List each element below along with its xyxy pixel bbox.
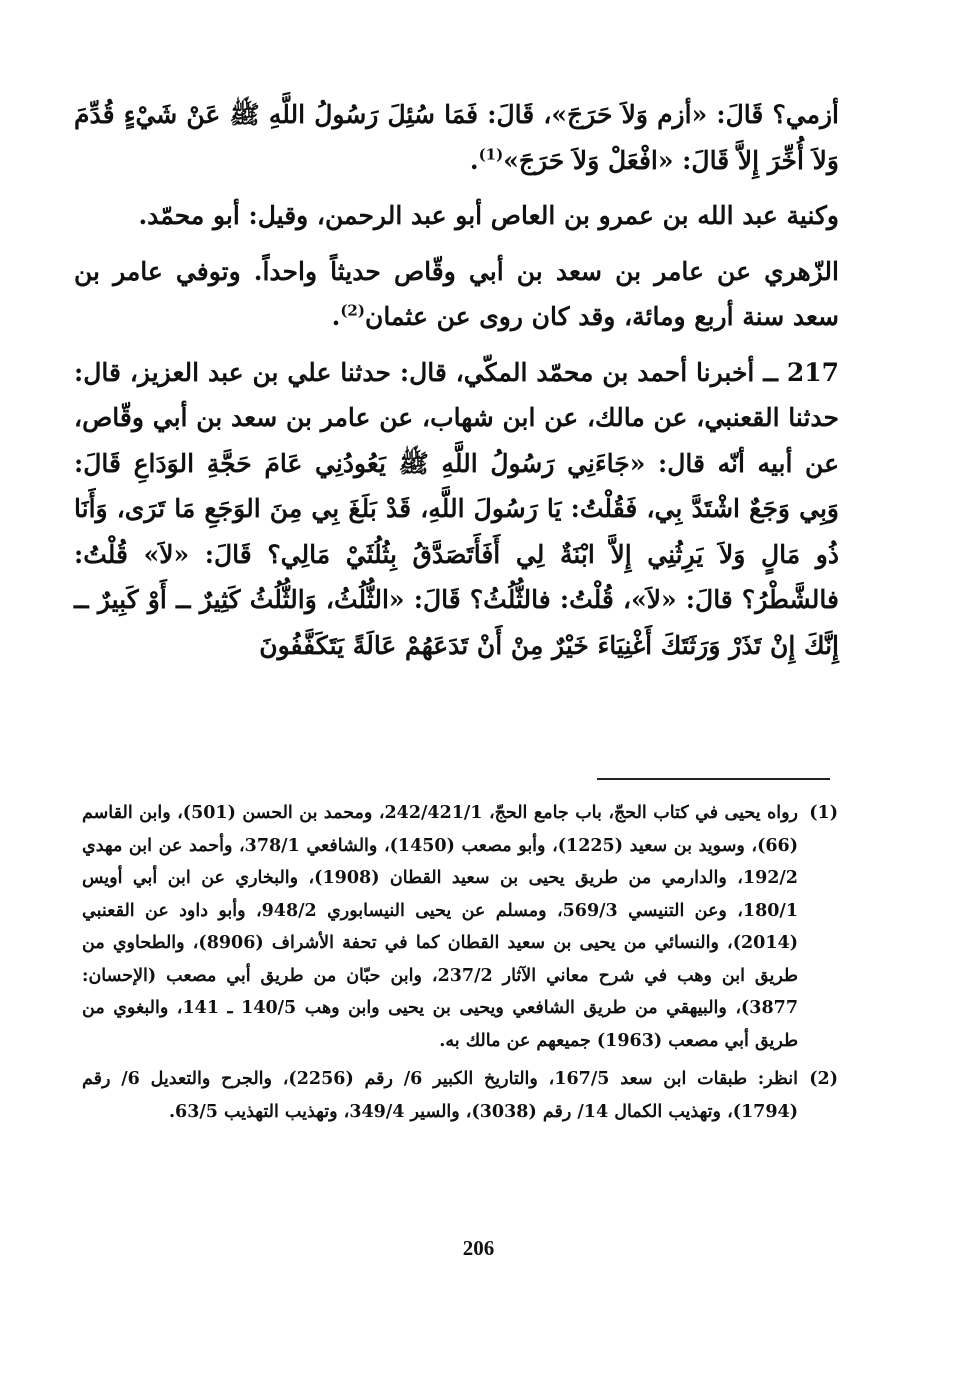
paragraph-3-end: . [331,302,341,331]
footnote-divider [597,778,830,780]
footnote-text: انظر: طبقات ابن سعد 167/5، والتاريخ الكبير 6/ رقم (2256)، والجرح والتعديل 6/ رقم (1794)، وتهذيب الكمال 14/ رقم (3038)، والسير 349/4، وتهذيب التهذيب 63/5. [82,1069,798,1122]
paragraph-2: وكنية عبد الله بن عمرو بن العاص أبو عبد الرحمن، وقيل: أبو محمّد. [138,201,839,230]
footnote-number: (2) [809,1069,838,1089]
footnote-2 [82,1063,838,1128]
hadith-217 [74,350,839,669]
footnote-text: رواه يحيى في كتاب الحجّ، باب جامع الحجّ، 242/421/1، ومحمد بن الحسن (501)، وابن القاسم (66)، وسويد بن سعيد (1225)، وأبو مصعب (1450)، والشافعي 378/1، وأحمد عن ابن مهدي 192/2، والدارمي من طريق يحيى بن سعيد القطان (1908)، والبخاري عن ابن أبي أويس 180/1، وعن التنيسي 569/3، ومسلم عن يحيى النيسابوري 948/2، وأبو داود عن القعنبي (2014)، والنسائي من يحيى بن سعيد القطان كما في تحفة الأشراف (8906)، والطحاوي من طريق ابن وهب في شرح معاني الآثار 237/2، وابن حبّان من طريق أبي مصعب (الإحسان: 3877)، والبيهقي من طريق الشافعي ويحيى بن يحيى وابن وهب 140/5 ـ 141، والبغوي من طريق أبي مصعب (1963) جميعهم عن مالك به. [82,803,799,1051]
paragraph-1-text: أزمي؟ قَالَ: «أزم وَلاَ حَرَجَ»، قَالَ: فَمَا سُئِلَ رَسُولُ اللَّهِ ﷺ عَنْ شَيْءٍ قُدِّمَ وَلاَ أُخِّرَ إِلاَّ قَالَ: «افْعَلْ وَلاَ حَرَجَ» [74,100,839,175]
page-number: 206 [462,1236,495,1260]
main-text [74,92,839,678]
hadith-text: ــ أخبرنا أحمد بن محمّد المكّي، قال: حدثنا علي بن عبد العزيز، قال: حدثنا القعنبي، عن مالك، عن ابن شهاب، عن عامر بن سعد بن أبي وقّاص، عن أبيه أنّه قال: «جَاءَنِي رَسُولُ اللَّهِ ﷺ يَعُودُنِي عَامَ حَجَّةِ الوَدَاعِ قَالَ: وَبِي وَجَعٌ اشْتَدَّ بِي، فَقُلْتُ: يَا رَسُولَ اللَّهِ، قَدْ بَلَغَ بِي مِنَ الوَجَعِ مَا تَرَى، وَأَنَا ذُو مَالٍ وَلاَ يَرِثُنِي إِلاَّ ابْنَةٌ لِي أَفَأَتَصَدَّقُ بِثُلُثَيْ مَالِي؟ قَالَ: «لاَ» قُلْتُ: فالشَّطْرُ؟ قالَ: «لاَ»، قُلْتُ: فالثُّلُثُ؟ قَالَ: «الثُّلُثُ، وَالثُّلُثُ كَثِيرٌ ــ أَوْ كَبِيرٌ ــ إِنَّكَ إِنْ تَذَرْ وَرَثَتَكَ أَغْنِيَاءَ خَيْرٌ مِنْ أَنْ تَدَعَهُمْ عَالَةً يَتَكَفَّفُونَ [74,357,839,660]
paragraph-1 [74,92,839,183]
footnote-number: (1) [809,803,838,823]
paragraph-3 [74,249,839,340]
paragraph-3-text: الزّهري عن عامر بن سعد بن أبي وقّاص حديثاً واحداً. وتوفي عامر بن سعد سنة أربع ومائة، وقد كان روى عن عثمان [74,256,839,331]
footnote-1 [82,797,838,1057]
hadith-number: 217 [786,357,839,387]
footnotes [82,797,838,1134]
footnote-ref-1[interactable]: (1) [478,145,504,164]
footnote-ref-2[interactable]: (2) [340,301,365,320]
paragraph-1-end: . [469,145,479,175]
